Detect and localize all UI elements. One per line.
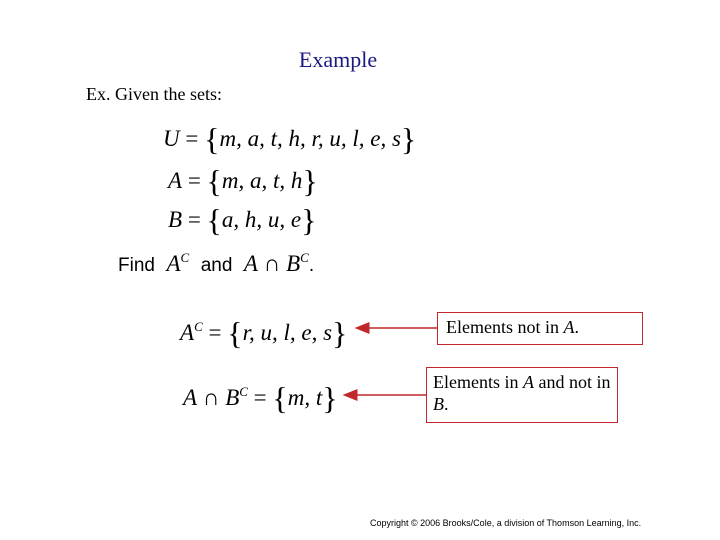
find-and: and	[200, 255, 233, 276]
answer1-set-a: A	[180, 320, 195, 345]
find-prompt: Find $A^C$ and A ∩ $B^C$.	[118, 250, 315, 276]
left-brace-icon: {	[204, 121, 220, 157]
right-brace-icon: }	[400, 121, 417, 157]
callout2-end: .	[444, 394, 449, 414]
intersection-icon: ∩	[263, 251, 281, 276]
answer-a-complement: $A^C = \{r$, u, l, e, s}	[180, 315, 348, 351]
right-brace-icon: }	[301, 202, 317, 238]
set-a-elements: m, a, t, h	[221, 168, 303, 193]
set-a-equation: A = {m, a, t, h}	[168, 163, 318, 199]
callout2-var2: B	[433, 394, 444, 414]
set-u-name: U	[163, 126, 180, 151]
set-b-name: B	[168, 207, 183, 232]
answer-a-intersect-b-complement: A ∩ $B^C = \{m$, t}	[183, 380, 338, 416]
answer1-elements: r, u, l, e, s	[242, 320, 333, 345]
intersection-icon: ∩	[202, 385, 220, 410]
callout1-text: Elements not in	[446, 317, 564, 337]
set-u-equation: U = {m, a, t, h, r, u, l, e, s}	[163, 121, 417, 157]
callout-in-a-not-b	[426, 367, 618, 423]
set-u-elements: m, a, t, h, r, u, l, e, s	[219, 126, 401, 151]
intro-text: Ex. Given the sets:	[86, 84, 222, 104]
set-b-elements: a, h, u, e	[221, 207, 302, 232]
set-a-name: A	[168, 168, 183, 193]
callout2-var1: A	[522, 372, 534, 392]
find-dot: .	[308, 255, 315, 276]
slide-title: Example	[298, 47, 378, 72]
find-word: Find	[118, 255, 155, 276]
copyright-notice: Copyright © 2006 Brooks/Cole, a division of Thomson Learning, Inc.	[370, 518, 642, 528]
callout2-text: Elements in	[433, 372, 523, 392]
find-set-b: B	[286, 251, 301, 276]
set-b-equation: B = {a, h, u, e}	[168, 202, 317, 238]
answer2-set-b: B	[225, 385, 240, 410]
right-brace-icon: }	[302, 163, 318, 199]
callout-not-in-a	[437, 312, 643, 345]
answer2-elements: m, t	[287, 385, 323, 410]
right-brace-icon: }	[332, 315, 348, 351]
left-brace-icon: {	[206, 202, 222, 238]
callout1-end: .	[574, 317, 579, 337]
left-brace-icon: {	[206, 163, 222, 199]
find-set-a-2: A	[243, 251, 258, 276]
callout1-var: A	[563, 317, 575, 337]
right-brace-icon: }	[322, 380, 338, 416]
left-brace-icon: {	[272, 380, 288, 416]
answer2-set-a: A	[183, 385, 198, 410]
callout2-mid: and not in	[533, 372, 611, 392]
left-brace-icon: {	[227, 315, 243, 351]
find-set-a: A	[166, 251, 181, 276]
